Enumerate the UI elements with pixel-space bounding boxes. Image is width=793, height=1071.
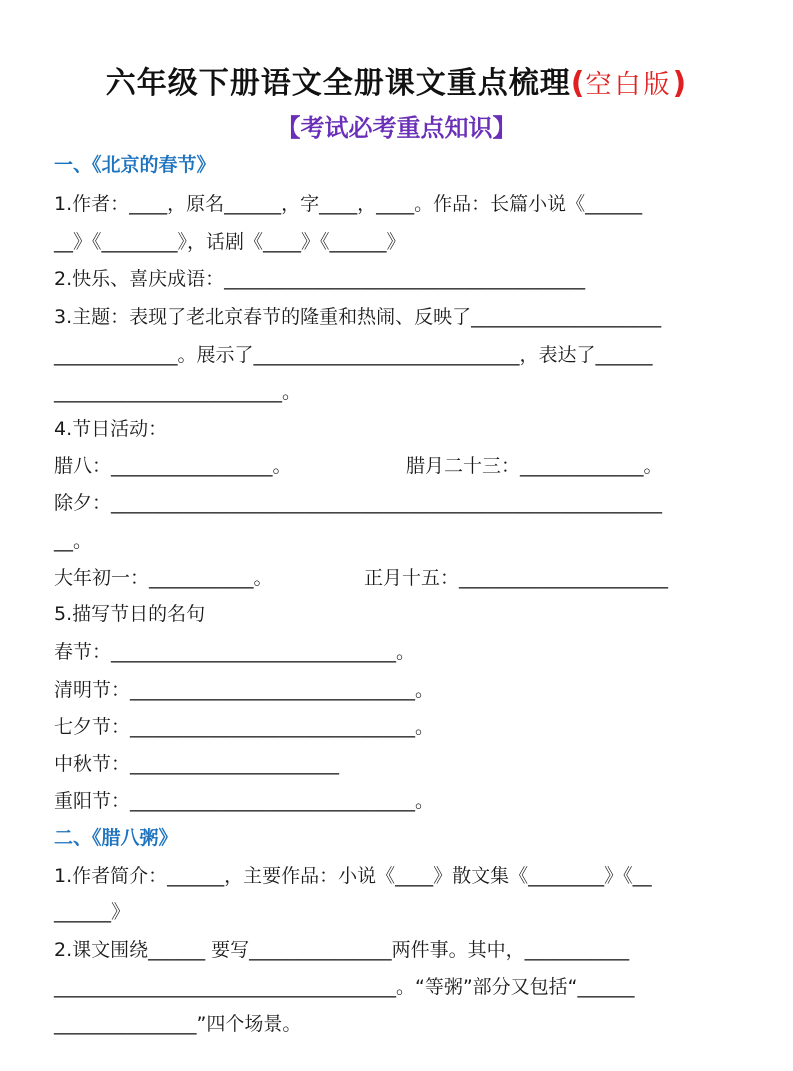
worksheet-line: _____________。展示了____________________________，表达了______	[54, 344, 653, 366]
worksheet-line: 七夕节：______________________________。	[54, 716, 435, 738]
worksheet-line: ________________________。	[54, 381, 302, 403]
worksheet-line: 重阳节：______________________________。	[54, 790, 435, 812]
worksheet-line: __》《________》，话剧《____》《______》	[54, 231, 406, 253]
title-blank-tag: 空白版	[585, 70, 673, 100]
worksheet-line: 1.作者：____，原名______，字____，____。作品：长篇小说《______	[54, 193, 643, 215]
worksheet-line: 1.作者简介：______，主要作品：小说《____》散文集《________》《__	[54, 865, 652, 887]
worksheet-line: 5.描写节日的名句	[54, 603, 206, 625]
section-heading-beijing-spring-festival: 一、《北京的春节》	[54, 154, 216, 176]
worksheet-line: 3.主题：表现了老北京春节的隆重和热闹、反映了____________________	[54, 306, 662, 328]
worksheet-line: 2.课文围绕______ 要写_______________两件事。其中，___________	[54, 939, 630, 961]
worksheet-line: ____________________________________。“等粥”部分又包括“______	[54, 976, 635, 998]
worksheet-line: 腊月二十三：_____________。	[406, 455, 663, 477]
worksheet-line: 正月十五：______________________	[364, 567, 669, 589]
worksheet-line: __。	[54, 530, 93, 552]
page-title	[0, 58, 793, 102]
title-paren-close: )	[672, 66, 688, 101]
worksheet-line: 春节：______________________________。	[54, 641, 416, 663]
title-main: 六年级下册语文全册课文重点梳理	[105, 66, 571, 101]
worksheet-line: 中秋节：______________________	[54, 753, 340, 775]
page-subtitle: 【考试必考重点知识】	[276, 114, 517, 142]
worksheet-line: 除夕：__________________________________________________________	[54, 492, 663, 514]
worksheet-line: ______》	[54, 901, 131, 923]
worksheet-line: 清明节：______________________________。	[54, 679, 435, 701]
section-heading-laba-congee: 二、《腊八粥》	[54, 827, 178, 849]
title-paren-open: (	[570, 66, 586, 101]
worksheet-line: 2.快乐、喜庆成语：______________________________________	[54, 268, 586, 290]
worksheet-line: 大年初一：___________。	[54, 567, 273, 589]
worksheet-line: _______________”四个场景。	[54, 1013, 302, 1035]
worksheet-line: 腊八：_________________。	[54, 455, 292, 477]
worksheet-line: 4.节日活动：	[54, 418, 168, 440]
